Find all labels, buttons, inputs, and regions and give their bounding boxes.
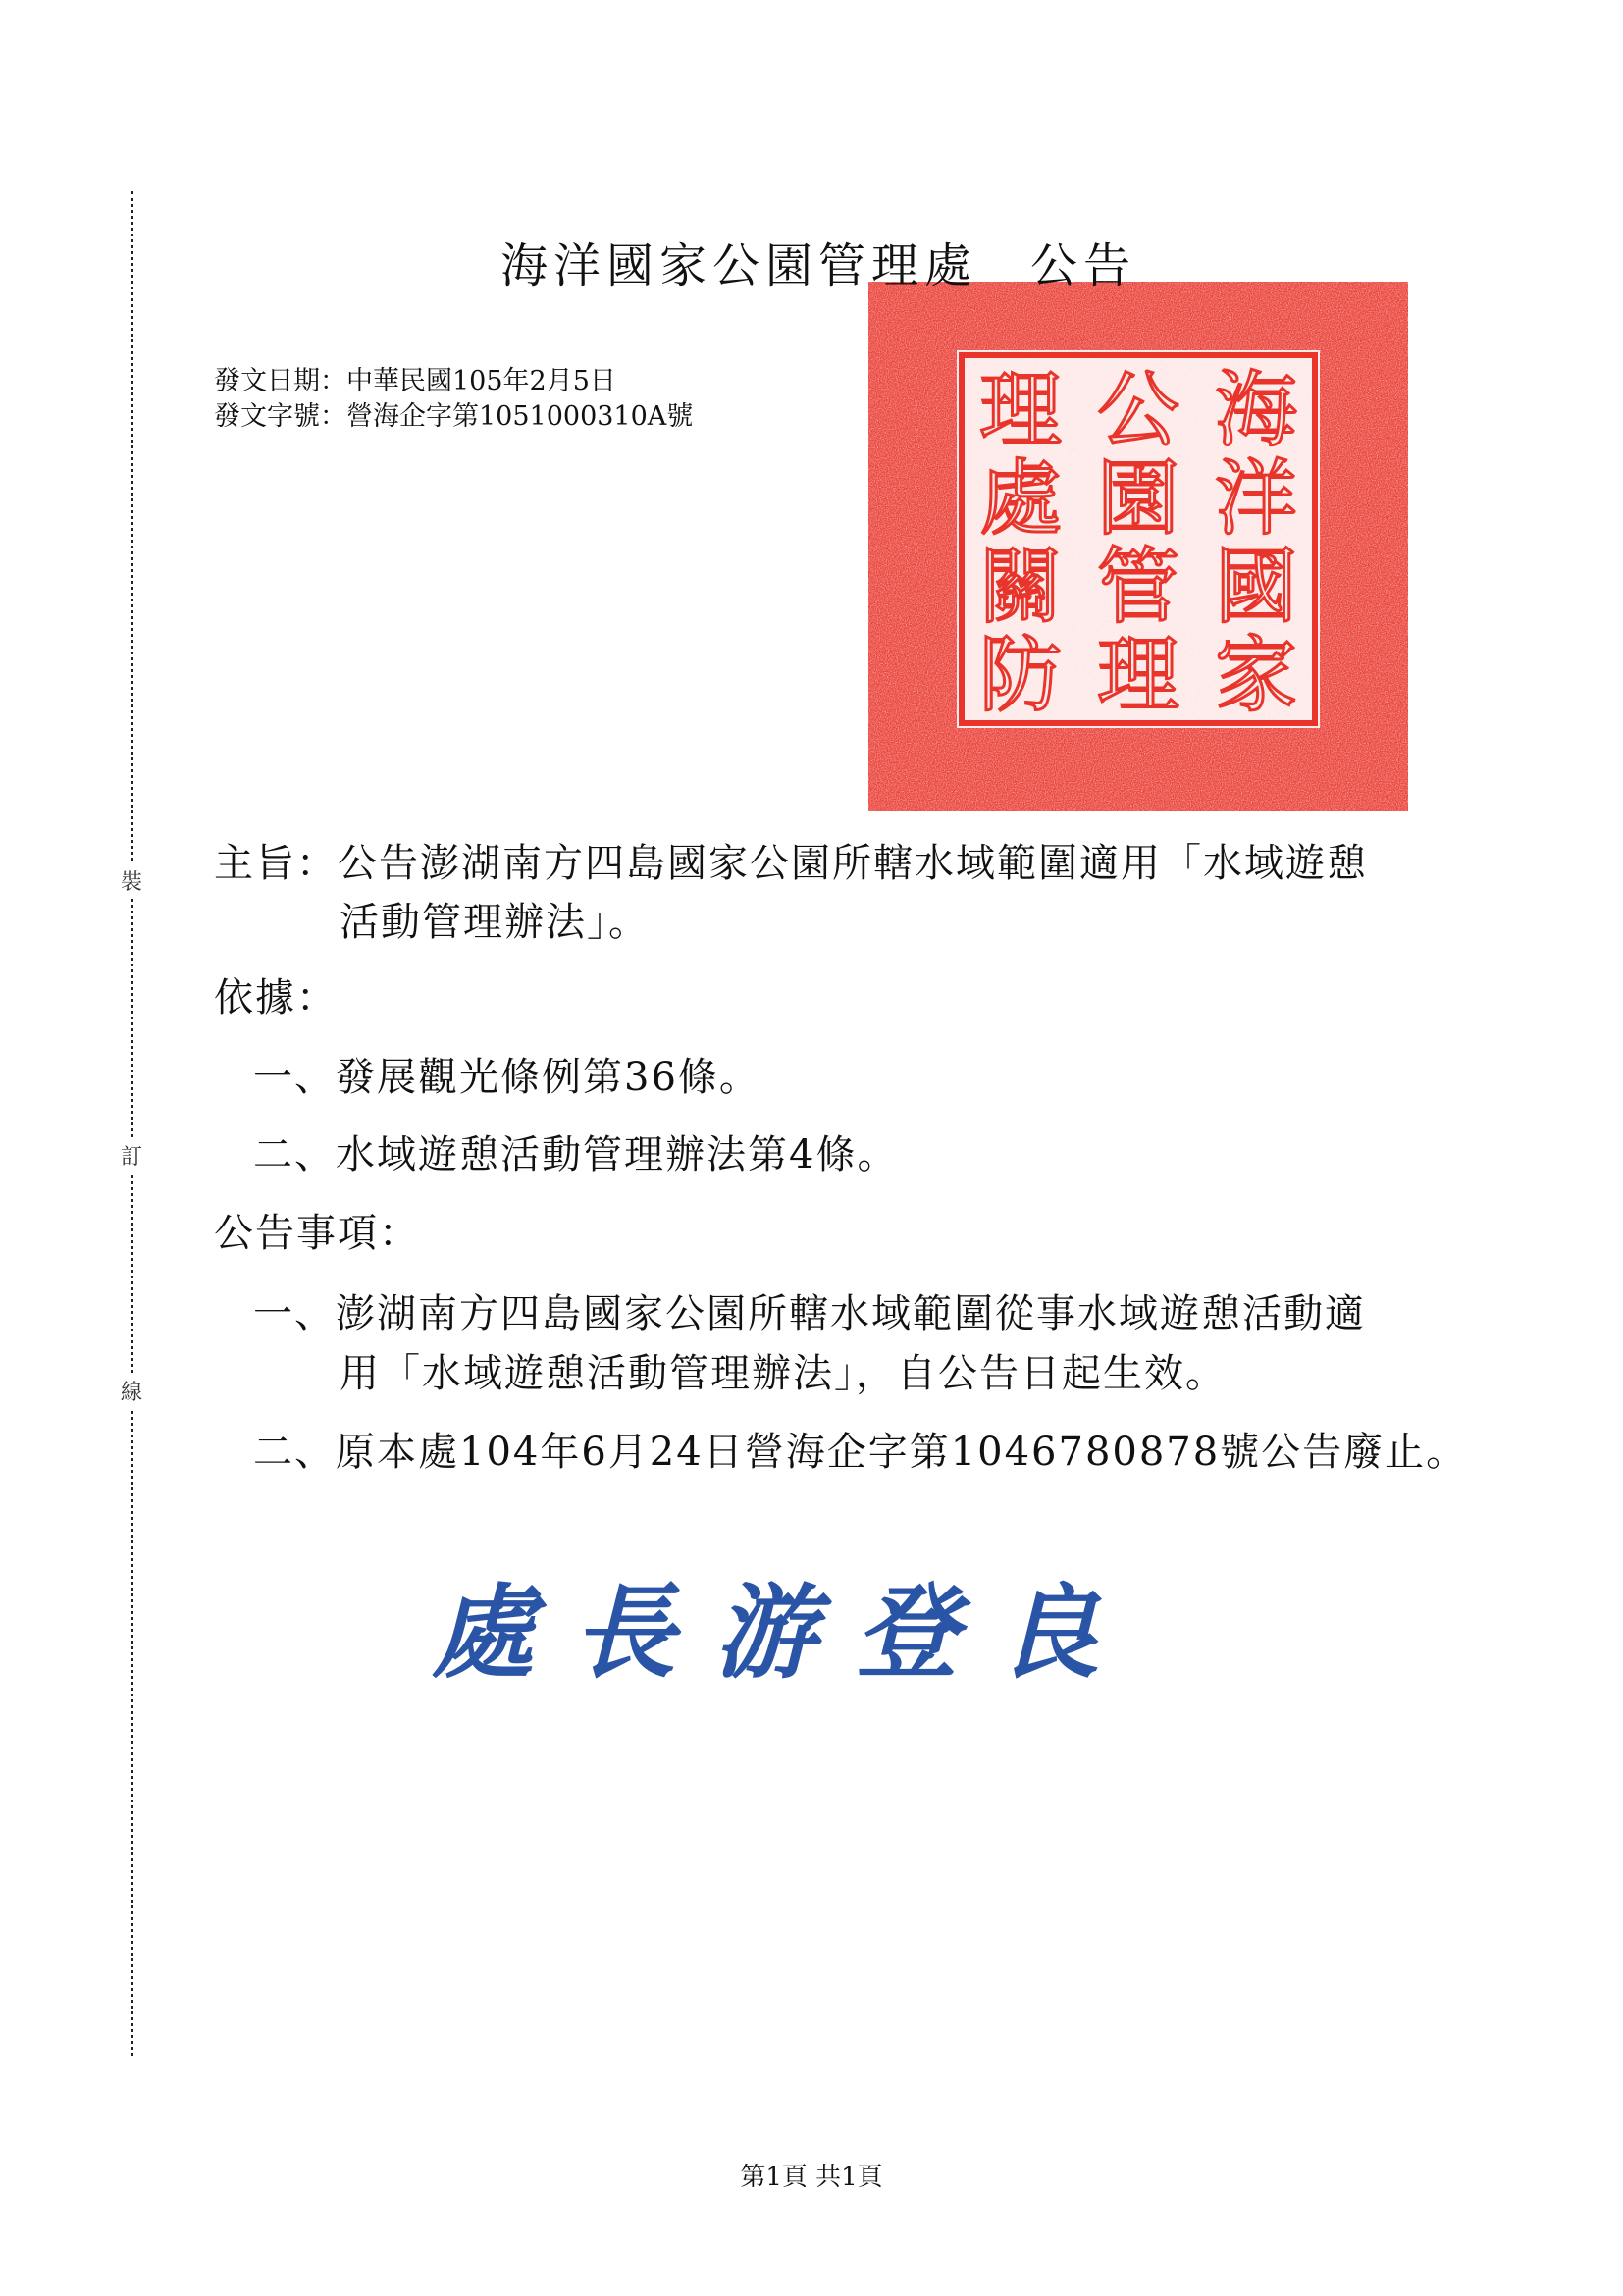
announcement-item-1-line-1: 一、澎湖南方四島國家公園所轄水域範圍從事水域遊憩活動適 (253, 1291, 1366, 1336)
seal-glyph: 理 (978, 362, 1063, 458)
seal-glyph: 國 (1214, 539, 1298, 635)
binding-line (131, 191, 133, 2056)
director-signature-stamp: 處長游登良 (432, 1572, 1139, 1693)
page-number: 第1頁 共1頁 (740, 2163, 883, 2192)
announcement-item-1-line-2: 用「水域遊憩活動管理辦法」，自公告日起生效。 (340, 1351, 1227, 1396)
subject-line-2: 活動管理辦法」。 (340, 900, 650, 945)
basis-item: 一、發展觀光條例第36條。 (253, 1055, 760, 1100)
binding-mark: 裝 (120, 863, 143, 898)
announcement-item-2: 二、原本處104年6月24日營海企字第1046780878號公告廢止。 (253, 1430, 1468, 1475)
seal-glyph: 防 (978, 627, 1063, 723)
seal-glyph: 理 (1096, 627, 1180, 723)
seal-glyph: 處 (978, 450, 1063, 547)
seal-glyph: 園 (1096, 450, 1180, 547)
official-seal (864, 277, 1413, 816)
document-number: 發文字號：營海企字第1051000310A號 (214, 401, 694, 432)
seal-glyph: 管 (1096, 539, 1180, 635)
binding-mark: 線 (120, 1374, 143, 1408)
issue-date: 發文日期：中華民國105年2月5日 (214, 366, 616, 396)
binding-mark: 訂 (120, 1138, 143, 1173)
basis-item: 二、水域遊憩活動管理辦法第4條。 (253, 1132, 899, 1177)
subject-line-1: 主旨：公告澎湖南方四島國家公園所轄水域範圍適用「水域遊憩 (214, 841, 1368, 886)
seal-glyph: 家 (1214, 627, 1298, 723)
seal-glyph: 關 (978, 539, 1063, 635)
document-title: 海洋國家公園管理處 公告 (500, 238, 1137, 293)
basis-heading: 依據： (214, 975, 338, 1020)
announcement-heading: 公告事項： (214, 1211, 420, 1256)
seal-glyph: 洋 (1214, 450, 1298, 547)
seal-glyph: 公 (1096, 362, 1180, 458)
seal-glyph: 海 (1214, 362, 1298, 458)
